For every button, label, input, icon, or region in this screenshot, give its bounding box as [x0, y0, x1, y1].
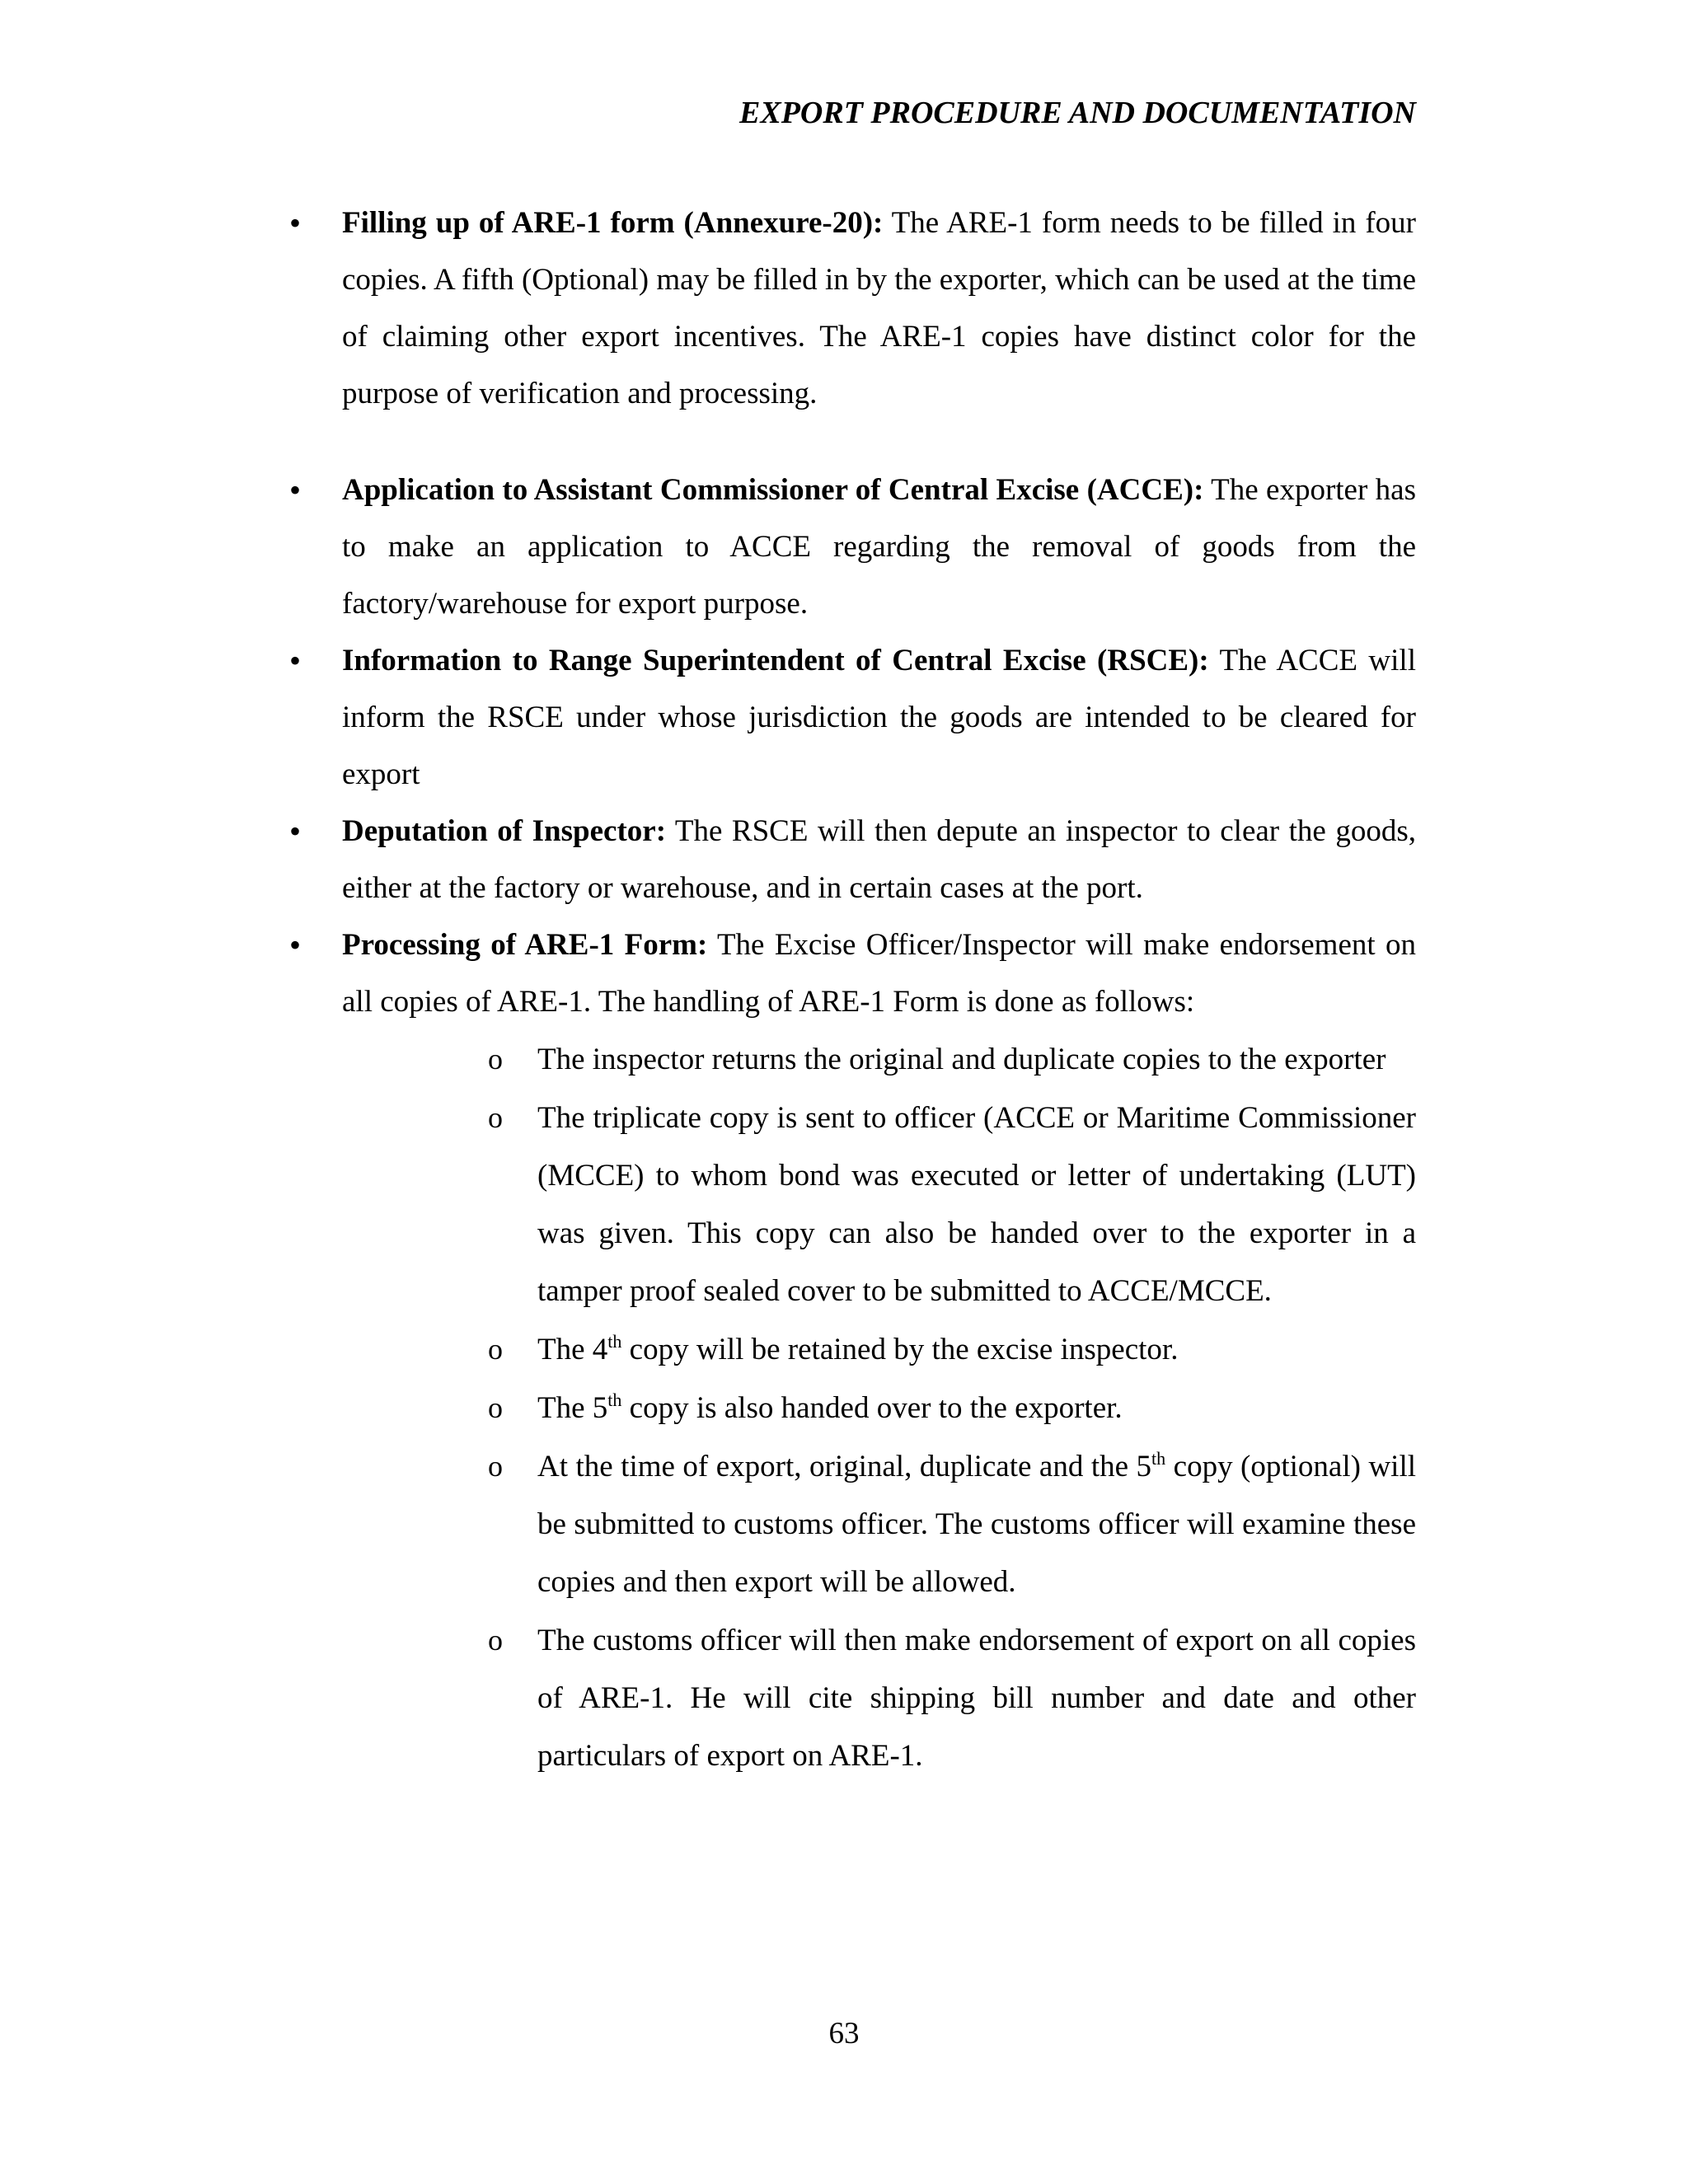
list-item [537, 1612, 1416, 1785]
bullet-text: The Excise Officer/Inspector will make endorsement on all copies of ARE-1. The handling of ARE-1 Form is done as follows: [342, 928, 1416, 1019]
list-item-text: The triplicate copy is sent to officer (ACCE or Maritime Commissioner (MCCE) to whom bond was executed or letter of undertaking (LUT) was given. This copy can also be handed over to the exporter in a tamper proof sealed cover to be submitted to ACCE/MCCE. [537, 1101, 1416, 1308]
bullet-information-rsce [342, 632, 1416, 803]
list-item [537, 1380, 1416, 1437]
list-item-text: The customs officer will then make endorsement of export on all copies of ARE-1. He will cite shipping bill number and date and other particulars of export on ARE-1. [537, 1624, 1416, 1773]
list-item [537, 1031, 1416, 1089]
page-body [342, 194, 1416, 1785]
list-item-text: The 4 [537, 1333, 608, 1366]
bullet-term: Filling up of ARE-1 form (Annexure-20): [342, 206, 884, 240]
bullet-term: Information to Range Superintendent of Central Excise (RSCE): [342, 644, 1209, 677]
bullet-text: The exporter has to make an application to ACCE regarding the removal of goods from the factory/warehouse for export purpose. [342, 473, 1416, 621]
are1-handling-list [537, 1031, 1416, 1785]
bullet-term: Deputation of Inspector: [342, 814, 667, 848]
bullet-application-acce [342, 462, 1416, 632]
ordinal-suffix: th [607, 1331, 622, 1352]
bullet-term: Application to Assistant Commissioner of Central Excise (ACCE): [342, 473, 1204, 507]
bullet-filling-are1 [342, 194, 1416, 422]
list-item-text: The 5 [537, 1391, 608, 1425]
list-item [537, 1090, 1416, 1320]
bullet-text: The RSCE will then depute an inspector to clear the goods, either at the factory or warehouse, and in certain cases at the port. [342, 814, 1416, 905]
running-header: EXPORT PROCEDURE AND DOCUMENTATION [739, 96, 1416, 130]
list-item [537, 1321, 1416, 1379]
bullet-text: The ARE-1 form needs to be filled in four copies. A fifth (Optional) may be filled in by the exporter, which can be used at the time of claiming other export incentives. The ARE-1 copies have distinct color for the purpose of verification and processing. [342, 206, 1417, 410]
list-item-text: copy will be retained by the excise inspector. [621, 1333, 1179, 1366]
list-item [537, 1438, 1416, 1611]
list-item-text: At the time of export, original, duplicate and the 5 [537, 1450, 1152, 1483]
list-item-text: copy (optional) will be submitted to customs officer. The customs officer will examine these copies and then export will be allowed. [537, 1450, 1417, 1599]
ordinal-suffix: th [607, 1390, 622, 1410]
bullet-processing-are1 [342, 916, 1416, 1030]
bullet-text: The ACCE will inform the RSCE under whose jurisdiction the goods are intended to be cleared for export [342, 644, 1416, 791]
bullet-term: Processing of ARE-1 Form: [342, 928, 708, 962]
list-item-text: copy is also handed over to the exporter. [621, 1391, 1123, 1425]
bullet-deputation-inspector [342, 803, 1416, 916]
page-number: 63 [828, 2017, 860, 2050]
list-item-text: The inspector returns the original and duplicate copies to the exporter [537, 1043, 1386, 1076]
ordinal-suffix: th [1151, 1448, 1166, 1469]
